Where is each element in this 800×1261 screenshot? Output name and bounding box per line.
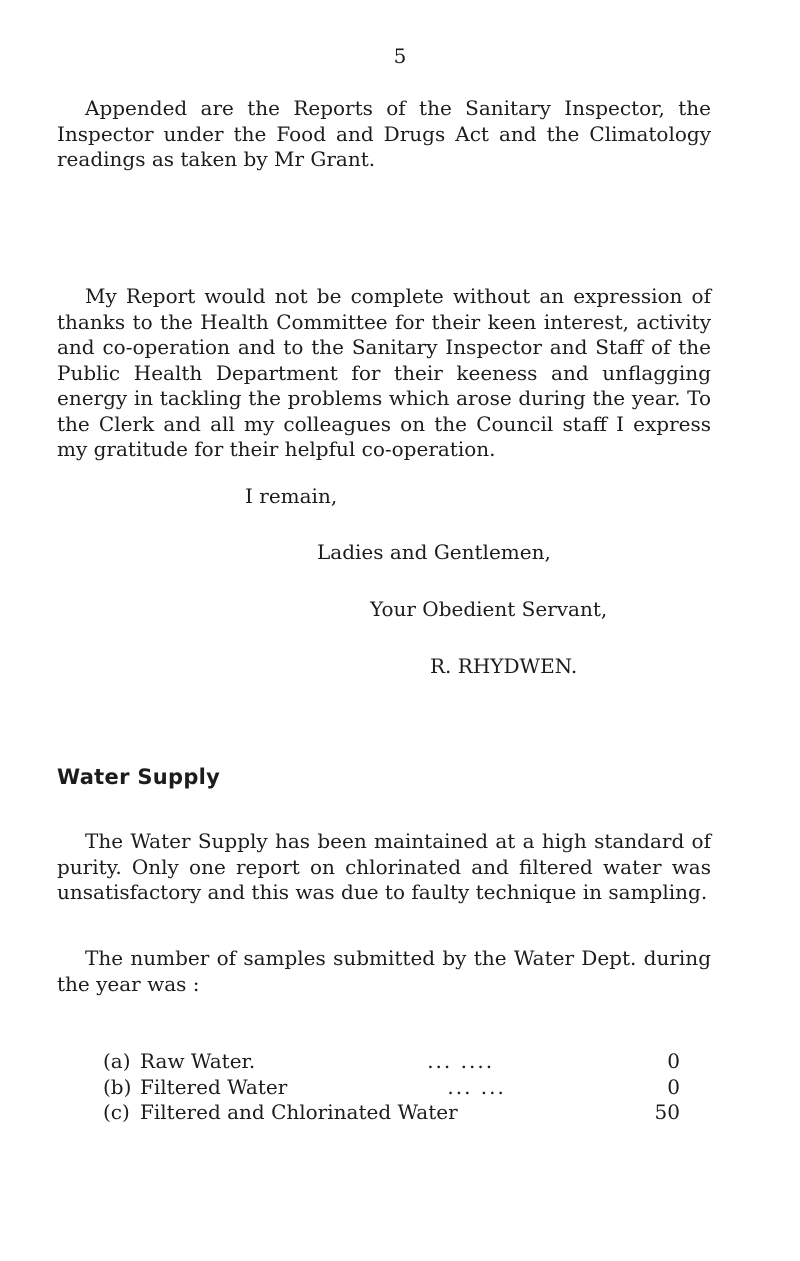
samples-intro-paragraph: The number of samples submitted by the Water Dept. during the year was : bbox=[57, 946, 711, 996]
sample-count: 0 bbox=[667, 1049, 680, 1073]
samples-list bbox=[103, 1049, 680, 1126]
sample-label: Filtered Water bbox=[140, 1074, 288, 1099]
sample-row-filtered-water bbox=[103, 1075, 680, 1101]
closing-servant: Your Obedient Servant, bbox=[370, 597, 608, 621]
sample-row-raw-water bbox=[103, 1049, 680, 1075]
sample-label: Filtered and Chlorinated Water bbox=[140, 1100, 458, 1124]
sample-letter: (b) bbox=[103, 1074, 132, 1099]
closing-salutation: Ladies and Gentlemen, bbox=[317, 540, 551, 564]
sample-leader-dots: ... .... bbox=[427, 1049, 495, 1073]
signature: R. RHYDWEN. bbox=[430, 654, 578, 678]
thanks-paragraph: My Report would not be complete without an expression of thanks to the Health Committee for their keen interest, activity and co-operation and to the Sanitary Inspector and Staff of the Public Health Department for their keeness and unflagging energy in tackling the problems which arose during the year. To the Clerk and all my colleagues on the Council staff I express my gratitude for their helpful co-operation. bbox=[57, 284, 711, 461]
sample-letter: (a) bbox=[103, 1049, 131, 1073]
sample-count: 50 bbox=[654, 1100, 680, 1124]
intro-paragraph: Appended are the Reports of the Sanitary Inspector, the Inspector under the Food and Drugs Act and the Climatology readings as taken by Mr Grant. bbox=[57, 96, 711, 171]
section-heading-water-supply: Water Supply bbox=[57, 765, 221, 789]
sample-label: Raw Water. bbox=[140, 1049, 256, 1073]
water-supply-paragraph: The Water Supply has been maintained at a high standard of purity. Only one report on chlorinated and filtered water was unsatisfactory and this was due to faulty technique in sampling. bbox=[57, 829, 711, 904]
page-number: 5 bbox=[393, 44, 407, 68]
sample-letter: (c) bbox=[103, 1100, 130, 1124]
closing-remain: I remain, bbox=[245, 484, 338, 508]
sample-count: 0 bbox=[667, 1074, 680, 1099]
sample-row-filtered-chlorinated bbox=[103, 1100, 680, 1126]
sample-leader-dots: ... ... bbox=[447, 1074, 506, 1099]
